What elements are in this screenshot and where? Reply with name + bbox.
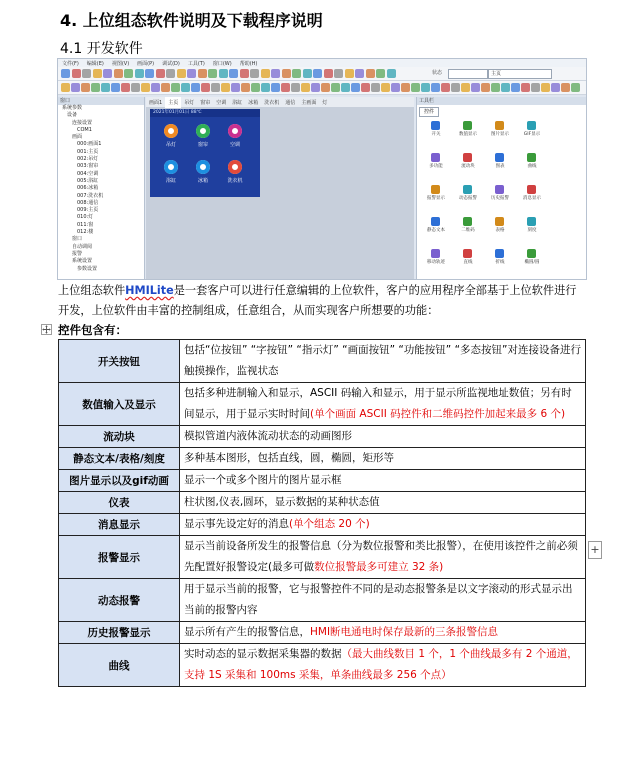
menu-item[interactable]: 调试(D)	[162, 61, 180, 67]
screen-editor	[146, 97, 414, 279]
toolbar-icon[interactable]	[421, 83, 430, 92]
tile-label: 洗衣机	[227, 178, 243, 184]
toolbar-icon[interactable]	[324, 69, 333, 78]
table-row	[59, 448, 586, 470]
toolbar-icon[interactable]	[219, 69, 228, 78]
control-palette-item[interactable]	[453, 215, 483, 239]
tree-item[interactable]: 参数设置	[77, 265, 98, 272]
screen-tab[interactable]: 通信	[285, 100, 296, 106]
device-preview	[150, 109, 260, 197]
control-palette-item[interactable]	[485, 183, 515, 207]
control-desc: 实时动态的显示数据采集器的数据	[184, 648, 342, 660]
control-icon	[431, 185, 440, 194]
toolbar-icon[interactable]	[451, 83, 460, 92]
toolbar-icon[interactable]	[72, 69, 81, 78]
toolbar-icon[interactable]	[371, 83, 380, 92]
tile-label: 空调	[229, 142, 240, 148]
add-row-icon[interactable]: +	[588, 541, 602, 559]
control-icon	[527, 121, 536, 130]
toolbar-icon[interactable]	[221, 83, 230, 92]
control-desc: 包括多种进制输入和显示，ASCII 码输入和显示，用于显示所监视地址数值；另有时间显示，用于显示实时时间	[184, 387, 572, 420]
table-row	[59, 644, 586, 687]
tree-item[interactable]: 报警	[72, 250, 83, 257]
tree-item[interactable]: 007:洗衣机	[77, 192, 104, 199]
toolbar-icon[interactable]	[261, 69, 270, 78]
control-palette-item[interactable]	[421, 247, 451, 271]
control-palette-item[interactable]	[485, 119, 515, 143]
control-palette-item[interactable]	[453, 119, 483, 143]
toolbar-icon[interactable]	[313, 69, 322, 78]
menu-item[interactable]: 文件(F)	[62, 61, 79, 67]
toolbar-icon[interactable]	[241, 83, 250, 92]
state-label: 状态	[432, 70, 443, 76]
tile-label: 窗帘	[197, 142, 208, 148]
toolbar-icon[interactable]	[156, 69, 165, 78]
toolbar-icon[interactable]	[381, 83, 390, 92]
control-icon	[431, 217, 440, 226]
control-palette-item[interactable]	[453, 151, 483, 175]
toolbar-icon[interactable]	[571, 83, 580, 92]
toolbar-icon[interactable]	[281, 83, 290, 92]
control-palette-item[interactable]	[421, 151, 451, 175]
screen-tab[interactable]: 吊灯	[184, 100, 195, 106]
tree-item[interactable]: 002:吊灯	[77, 156, 99, 163]
toolbar-icon[interactable]	[351, 83, 360, 92]
tree-item[interactable]: 004:空调	[77, 170, 99, 177]
toolbar-icon[interactable]	[141, 83, 150, 92]
control-label: 历史报警	[491, 196, 509, 201]
control-palette-item[interactable]	[421, 119, 451, 143]
tree-item[interactable]: 自动调阅	[72, 243, 93, 250]
tree-item[interactable]: 000:画面1	[77, 141, 102, 148]
toolbox-panel	[416, 97, 587, 279]
toolbar-icon[interactable]	[82, 69, 91, 78]
toolbar-icon[interactable]	[240, 69, 249, 78]
control-desc-cell	[180, 448, 586, 470]
control-label: 图片显示	[491, 132, 509, 137]
control-name-cell: 动态报警	[59, 579, 180, 622]
tree-item[interactable]: 系统参数	[62, 105, 83, 111]
control-desc-cell	[180, 492, 586, 514]
toolbar-icon[interactable]	[198, 69, 207, 78]
table-row	[59, 383, 586, 426]
controls-heading: 控件包含有：	[58, 323, 127, 337]
controls-table	[58, 339, 586, 687]
toolbar-icon[interactable]	[171, 83, 180, 92]
toolbar-icon[interactable]	[121, 83, 130, 92]
control-label: 直线	[463, 260, 473, 265]
tree-item[interactable]: 连接设置	[72, 119, 93, 126]
move-handle-icon[interactable]	[41, 324, 52, 335]
control-desc: 多种基本图形，包括直线，圆，椭圆，矩形等	[184, 452, 394, 464]
control-label: 消息显示	[523, 196, 541, 201]
toolbar-icon[interactable]	[521, 83, 530, 92]
control-icon	[495, 185, 504, 194]
toolbar-icon[interactable]	[501, 83, 510, 92]
toolbar-icon[interactable]	[131, 83, 140, 92]
toolbar-icon[interactable]	[101, 83, 110, 92]
control-desc-cell	[180, 644, 586, 687]
toolbox-title: 工具栏	[417, 97, 587, 105]
toolbar-icon[interactable]	[291, 83, 300, 92]
control-desc-cell	[180, 622, 586, 644]
screen-tab[interactable]: 主画面	[301, 100, 317, 106]
toolbar-icon[interactable]	[441, 83, 450, 92]
tile-icon	[164, 160, 178, 174]
control-name-cell: 报警显示	[59, 536, 180, 579]
control-icon	[527, 153, 536, 162]
control-icon	[495, 121, 504, 130]
table-row	[59, 536, 586, 579]
tile-icon	[196, 160, 210, 174]
toolbar-icon[interactable]	[251, 83, 260, 92]
toolbar-icon[interactable]	[531, 83, 540, 92]
toolbar-icon[interactable]	[271, 83, 280, 92]
table-row	[59, 492, 586, 514]
control-desc: 显示所有产生的报警信息，	[184, 626, 310, 638]
toolbar-icon[interactable]	[124, 69, 133, 78]
toolbar-icon[interactable]	[511, 83, 520, 92]
screen-tab[interactable]: 主页	[165, 97, 181, 108]
toolbar-icon[interactable]	[71, 83, 80, 92]
control-icon	[527, 185, 536, 194]
toolbar-icon[interactable]	[491, 83, 500, 92]
control-label: 报警显示	[427, 196, 445, 201]
app-tile[interactable]	[222, 157, 248, 187]
tile-icon	[228, 160, 242, 174]
menu-item[interactable]: 工具(T)	[187, 61, 205, 67]
control-desc-cell	[180, 536, 586, 579]
toolbar-icon[interactable]	[387, 69, 396, 78]
menu-item[interactable]: 画面(P)	[137, 61, 155, 67]
toolbar-icon[interactable]	[187, 69, 196, 78]
tree-item[interactable]: 窗口	[72, 236, 83, 243]
table-row	[59, 426, 586, 448]
control-palette-item[interactable]	[517, 183, 547, 207]
tree-item[interactable]: 画面	[72, 134, 83, 141]
toolbar-icon[interactable]	[103, 69, 112, 78]
toolbar-icon[interactable]	[303, 69, 312, 78]
table-row	[59, 622, 586, 644]
control-desc: 包括“位按钮” “字按钮” “指示灯” “画面按钮” “功能按钮” “多态按钮”对连接设备进行触摸操作，监视状态	[184, 344, 581, 377]
screen-tab[interactable]: 窗帘	[200, 100, 211, 106]
software-screenshot	[57, 58, 587, 280]
app-tile[interactable]	[190, 157, 216, 187]
tile-label: 浴缸	[165, 178, 176, 184]
toolbar-top	[58, 67, 586, 81]
tile-label: 吊灯	[165, 142, 176, 148]
toolbar-icon[interactable]	[145, 69, 154, 78]
toolbar-icon[interactable]	[231, 83, 240, 92]
tab-controls[interactable]: 控件	[419, 107, 439, 117]
toolbar-icon[interactable]	[61, 69, 70, 78]
toolbar-icon[interactable]	[135, 69, 144, 78]
control-label: 图表	[495, 164, 505, 169]
intro-text: 上位组态软件	[58, 284, 126, 297]
toolbar-icon[interactable]	[481, 83, 490, 92]
toolbar-icon[interactable]	[292, 69, 301, 78]
tree-item[interactable]: 009:主页	[77, 207, 99, 214]
toolbar-icon[interactable]	[111, 83, 120, 92]
tile-label: 冰箱	[197, 178, 208, 184]
toolbar-icon[interactable]	[208, 69, 217, 78]
control-icon	[527, 249, 536, 258]
control-icon	[527, 217, 536, 226]
control-label: 二维码	[461, 228, 475, 233]
control-icon	[431, 153, 440, 162]
toolbar-icon[interactable]	[561, 83, 570, 92]
control-desc: 用于显示当前的报警，它与报警控件不同的是动态报警条是以文字滚动的形式显示出当前的报警内容	[184, 583, 573, 616]
control-label: 数值显示	[459, 132, 477, 137]
table-row	[59, 340, 586, 383]
tree-item[interactable]: 系统设置	[72, 258, 93, 265]
control-icon	[463, 153, 472, 162]
toolbar-icon[interactable]	[301, 83, 310, 92]
control-icon	[463, 121, 472, 130]
control-desc-cell	[180, 470, 586, 492]
toolbar-icon[interactable]	[341, 83, 350, 92]
app-tile[interactable]	[190, 121, 216, 151]
tree-item[interactable]: 001:主页	[77, 148, 99, 155]
control-palette-item[interactable]	[517, 247, 547, 271]
app-tile[interactable]	[158, 121, 184, 151]
toolbar-icon[interactable]	[250, 69, 259, 78]
tree-item[interactable]: 008:通信	[77, 199, 99, 206]
tile-icon	[196, 124, 210, 138]
control-name-cell: 数值输入及显示	[59, 383, 180, 426]
toolbar-icon[interactable]	[334, 69, 343, 78]
screen-tab[interactable]: 洗衣机	[264, 100, 280, 106]
toolbar-icon[interactable]	[211, 83, 220, 92]
toolbar-icon[interactable]	[151, 83, 160, 92]
toolbar-icon[interactable]	[181, 83, 190, 92]
control-icon	[495, 217, 504, 226]
toolbar-icon[interactable]	[166, 69, 175, 78]
project-tree-panel	[58, 97, 145, 279]
control-palette-item[interactable]	[421, 183, 451, 207]
control-palette-item[interactable]	[485, 247, 515, 271]
control-palette-item[interactable]	[453, 247, 483, 271]
tree-item[interactable]: 011:窗	[77, 221, 94, 228]
toolbar-icon[interactable]	[361, 83, 370, 92]
control-label: 多功能	[429, 164, 443, 169]
panel-title: 窗口	[58, 97, 144, 105]
control-label: 开关	[431, 132, 441, 137]
toolbar-icon[interactable]	[191, 83, 200, 92]
subsection-heading: 4.1 开发软件	[60, 41, 143, 57]
toolbar-icon[interactable]	[411, 83, 420, 92]
menu-item[interactable]: 编辑(E)	[86, 61, 104, 67]
toolbar-icon[interactable]	[541, 83, 550, 92]
control-desc: 显示当前设备所发生的报警信息（分为数位报警和类比报警），在使用该控件之前必须先配置好报警设定(最多可做	[184, 540, 578, 573]
toolbar-icon[interactable]	[391, 83, 400, 92]
screen-tab[interactable]: 冰箱	[248, 100, 259, 106]
control-label: 静态文本	[427, 228, 445, 233]
toolbar-icon[interactable]	[271, 69, 280, 78]
control-name-cell: 流动块	[59, 426, 180, 448]
language-select[interactable]: 主页	[488, 69, 552, 79]
control-palette-item[interactable]	[453, 183, 483, 207]
menu-item[interactable]: 视图(V)	[111, 61, 130, 67]
toolbar-icon[interactable]	[431, 83, 440, 92]
control-note: (单个画面 ASCII 码控件和二维码控件加起来最多 6 个)	[310, 408, 566, 420]
control-desc: 模拟管道内液体流动状态的动画图形	[184, 430, 352, 442]
control-name-cell: 图片显示以及gif动画	[59, 470, 180, 492]
toolbar-icon[interactable]	[376, 69, 385, 78]
tree-item[interactable]: 006:冰箱	[77, 185, 99, 192]
toolbar-icon[interactable]	[282, 69, 291, 78]
control-icon	[463, 217, 472, 226]
toolbar-icon[interactable]	[61, 83, 70, 92]
screen-tab[interactable]: 灯	[322, 100, 328, 106]
toolbar-icon[interactable]	[93, 69, 102, 78]
control-icon	[431, 249, 440, 258]
toolbar-bottom	[58, 81, 586, 95]
control-palette-item[interactable]	[517, 119, 547, 143]
intro-text-cont: 是一套客户可以进行任意编辑的上位软件，客户的应用程序全部基于上位软件进行开发，上位软件由丰富的控制组成，任意组合，从而实现客户所想要的功能：	[58, 284, 577, 317]
control-label: 刻度	[527, 228, 537, 233]
tree-item[interactable]: 设备	[67, 112, 78, 119]
control-label: GIF显示	[523, 132, 541, 137]
menu-item[interactable]: 帮助(H)	[239, 61, 258, 67]
control-desc-cell	[180, 579, 586, 622]
control-icon	[463, 185, 472, 194]
device-header: 2021年01月01日 88℃	[150, 109, 260, 117]
toolbar-icon[interactable]	[551, 83, 560, 92]
tree-item[interactable]: 005:浴缸	[77, 177, 99, 184]
control-label: 折线	[495, 260, 505, 265]
control-name-cell: 消息显示	[59, 514, 180, 536]
control-note: 数位报警最多可建立 32 条)	[314, 561, 444, 573]
control-label: 曲线	[527, 164, 537, 169]
control-name-cell: 仪表	[59, 492, 180, 514]
toolbar-icon[interactable]	[331, 83, 340, 92]
control-palette-item[interactable]	[421, 215, 451, 239]
control-icon	[495, 153, 504, 162]
control-note: HMI断电通电时保存最新的三条报警信息	[310, 626, 499, 638]
toolbar-icon[interactable]	[401, 83, 410, 92]
section-heading: 4. 上位组态软件说明及下载程序说明	[60, 11, 323, 30]
state-select[interactable]	[448, 69, 488, 79]
control-palette-item[interactable]	[485, 215, 515, 239]
tree-item[interactable]: 012:楼	[77, 229, 94, 236]
control-name-cell: 开关按钮	[59, 340, 180, 383]
menu-item[interactable]: 窗口(W)	[212, 61, 232, 67]
app-tile[interactable]	[158, 157, 184, 187]
toolbar-icon[interactable]	[471, 83, 480, 92]
control-desc-cell	[180, 340, 586, 383]
toolbar-icon[interactable]	[461, 83, 470, 92]
toolbar-icon[interactable]	[161, 83, 170, 92]
control-label: 椭圆/圆	[524, 260, 540, 265]
toolbar-icon[interactable]	[201, 83, 210, 92]
screen-tab[interactable]: 浴缸	[232, 100, 243, 106]
control-desc-cell	[180, 426, 586, 448]
control-name-cell: 曲线	[59, 644, 180, 687]
control-label: 移动轨迹	[427, 260, 445, 265]
table-row	[59, 470, 586, 492]
menu-bar	[58, 59, 586, 67]
toolbar-icon[interactable]	[229, 69, 238, 78]
toolbar-icon[interactable]	[177, 69, 186, 78]
control-desc-cell	[180, 514, 586, 536]
screen-tab[interactable]: 空调	[216, 100, 227, 106]
tree-item[interactable]: 010:灯	[77, 214, 94, 221]
toolbar-icon[interactable]	[311, 83, 320, 92]
control-desc: 柱状图,仪表,圆环，显示数据的某种状态值	[184, 496, 380, 508]
control-icon	[431, 121, 440, 130]
app-tile[interactable]	[222, 121, 248, 151]
control-palette-item[interactable]	[517, 215, 547, 239]
control-note: (单个组态 20 个)	[289, 518, 370, 530]
control-label: 流动块	[461, 164, 475, 169]
control-desc: 显示一个或多个图片的图片显示框	[184, 474, 342, 486]
control-palette-item[interactable]	[485, 151, 515, 175]
toolbar-icon[interactable]	[261, 83, 270, 92]
control-desc-cell	[180, 383, 586, 426]
toolbar-icon[interactable]	[321, 83, 330, 92]
control-name-cell: 历史报警显示	[59, 622, 180, 644]
control-label: 表格	[495, 228, 505, 233]
toolbar-icon[interactable]	[345, 69, 354, 78]
tile-icon	[164, 124, 178, 138]
screen-tab[interactable]: 画面1	[149, 100, 163, 106]
control-name-cell: 静态文本/表格/刻度	[59, 448, 180, 470]
control-icon	[463, 249, 472, 258]
tree-item[interactable]: 003:窗帘	[77, 163, 99, 170]
toolbar-icon[interactable]	[81, 83, 90, 92]
toolbar-icon[interactable]	[91, 83, 100, 92]
table-row	[59, 579, 586, 622]
screen-tabs	[146, 97, 414, 107]
control-label: 动态报警	[459, 196, 477, 201]
tile-icon	[228, 124, 242, 138]
tree-item[interactable]: COM1	[77, 126, 92, 133]
toolbar-icon[interactable]	[355, 69, 364, 78]
toolbar-icon[interactable]	[114, 69, 123, 78]
table-row	[59, 514, 586, 536]
project-tree	[58, 105, 144, 273]
control-desc: 显示事先设定好的消息	[184, 518, 289, 530]
brand-name: HMILite	[125, 284, 174, 297]
control-icon	[495, 249, 504, 258]
toolbar-icon[interactable]	[366, 69, 375, 78]
intro-paragraph	[58, 281, 586, 321]
control-note: （最大曲线数目 1 个，1 个曲线最多有 2 个通道，支持 1S 采集和 100ms 采集，单条曲线最多 256 个点）	[184, 648, 578, 681]
control-palette-item[interactable]	[517, 151, 547, 175]
